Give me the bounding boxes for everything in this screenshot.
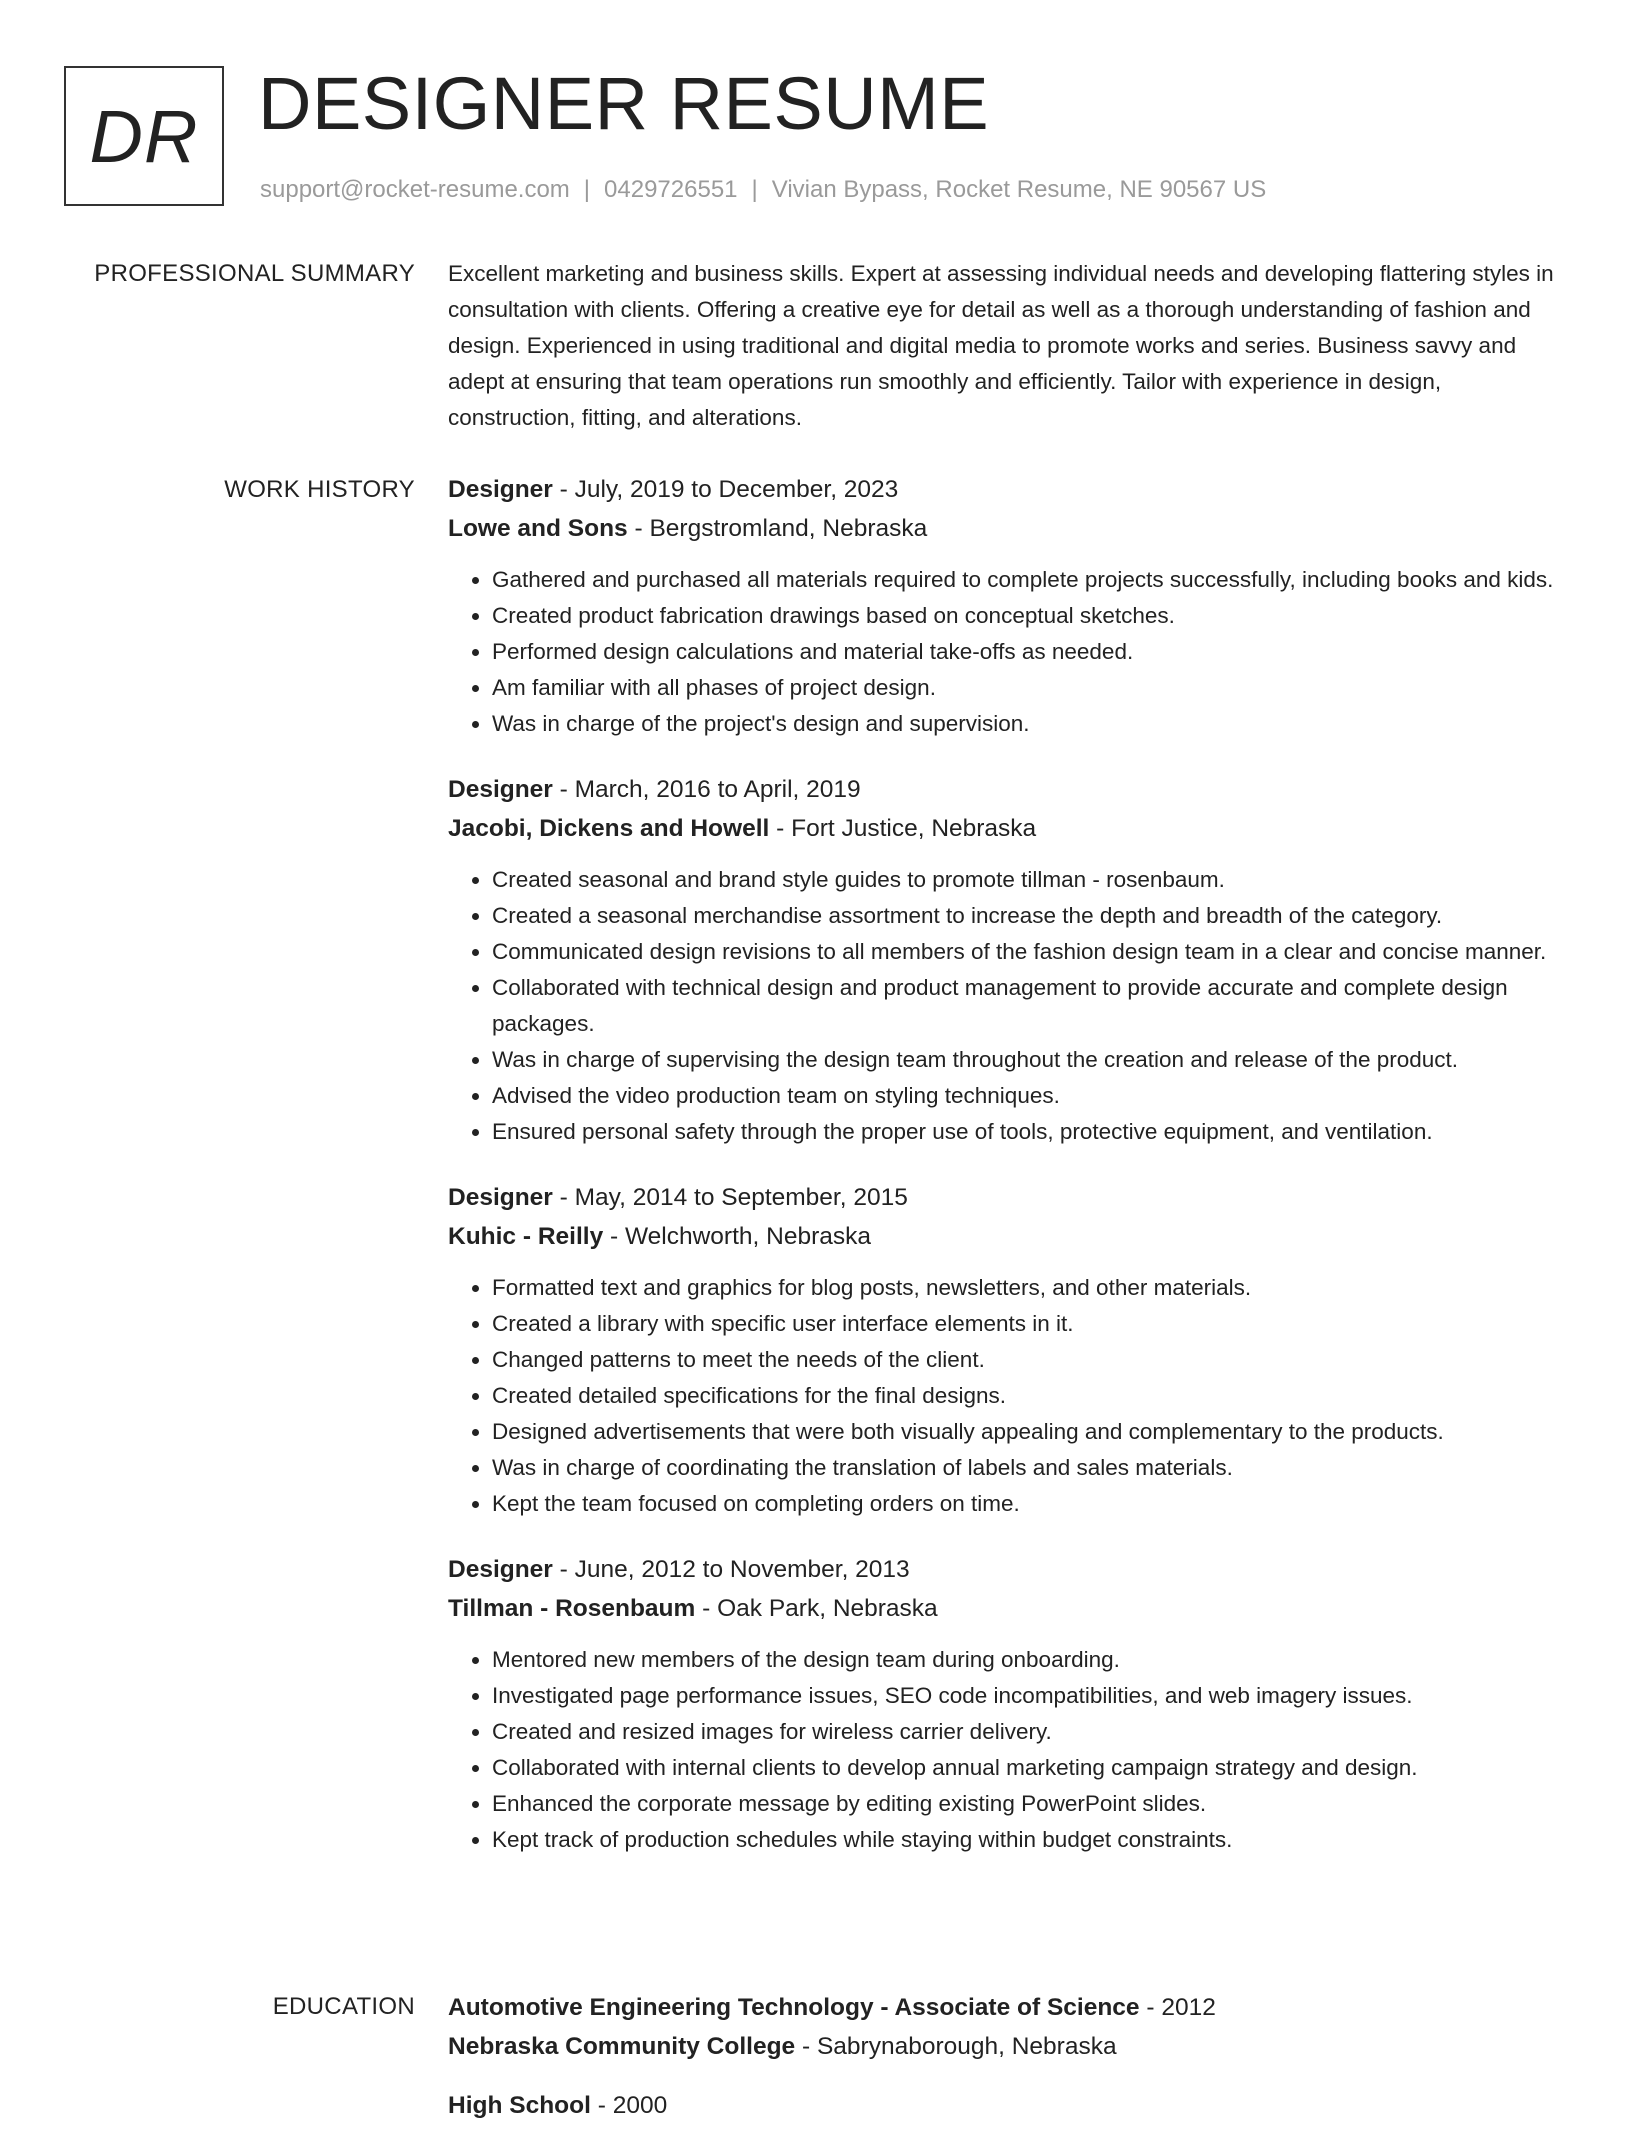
job-bullet: • Was in charge of the project's design and supervision. (492, 706, 1570, 742)
job-bullet: • Created a seasonal merchandise assortment to increase the depth and breadth of the category. (492, 898, 1570, 934)
job-dates: - May, 2014 to September, 2015 (552, 1184, 908, 1211)
job-bullet: • Ensured personal safety through the proper use of tools, protective equipment, and ventilation. (492, 1114, 1570, 1150)
job-company-line (448, 509, 1570, 548)
section-label-education: EDUCATION (272, 1993, 415, 2020)
job-company-line (448, 809, 1570, 848)
monogram-logo: DR (64, 66, 224, 206)
job-entry (448, 770, 1570, 1150)
contact-email: support@rocket-resume.com (260, 176, 570, 203)
work-history-section (448, 470, 1570, 1872)
education-degree: High School (448, 2092, 591, 2119)
education-entry (448, 1988, 1570, 2066)
summary-text: Excellent marketing and business skills. Expert at assessing individual needs and developing flattering styles in consultation with clients. Offering a creative eye for detail as well as a thorough understanding of fashion and design. Experienced in using traditional and digital media to promote works and series. Business savvy and adept at ensuring that team operations run smoothly and efficiently. Tailor with experience in design, construction, fitting, and alterations. (448, 261, 1554, 430)
education-entry (448, 2086, 1570, 2125)
summary-section (448, 256, 1570, 436)
job-bullet: • Created a library with specific user interface elements in it. (492, 1306, 1570, 1342)
education-year: - 2012 (1139, 1994, 1216, 2021)
education-degree: Automotive Engineering Technology - Associate of Science (448, 1994, 1140, 2021)
education-degree-line (448, 2086, 1570, 2125)
contact-separator: | (583, 176, 591, 203)
job-bullet: • Mentored new members of the design team during onboarding. (492, 1642, 1570, 1678)
job-company-line (448, 1589, 1570, 1628)
job-title: Designer (448, 776, 553, 803)
job-bullet: • Was in charge of coordinating the translation of labels and sales materials. (492, 1450, 1570, 1486)
section-label-summary: PROFESSIONAL SUMMARY (94, 260, 415, 287)
job-bullet: • Changed patterns to meet the needs of the client. (492, 1342, 1570, 1378)
education-degree-line (448, 1988, 1570, 2027)
job-title-line (448, 770, 1570, 809)
job-entry (448, 1178, 1570, 1522)
job-company: Jacobi, Dickens and Howell (448, 815, 770, 842)
job-title: Designer (448, 476, 553, 503)
job-bullets (448, 1270, 1570, 1522)
job-bullet: • Collaborated with technical design and product management to provide accurate and complete design packages. (492, 970, 1570, 1042)
job-company: Lowe and Sons (448, 515, 628, 542)
job-bullet: • Created detailed specifications for the final designs. (492, 1378, 1570, 1414)
job-bullet: • Created seasonal and brand style guides to promote tillman - rosenbaum. (492, 862, 1570, 898)
job-dates: - July, 2019 to December, 2023 (552, 476, 899, 503)
job-title: Designer (448, 1556, 553, 1583)
job-bullet: • Created and resized images for wireless carrier delivery. (492, 1714, 1570, 1750)
job-bullets (448, 562, 1570, 742)
job-entry (448, 1550, 1570, 1858)
job-title-line (448, 1550, 1570, 1589)
job-bullet: • Formatted text and graphics for blog posts, newsletters, and other materials. (492, 1270, 1570, 1306)
education-year: - 2000 (590, 2092, 668, 2119)
job-bullet: • Enhanced the corporate message by editing existing PowerPoint slides. (492, 1786, 1570, 1822)
job-title-line (448, 470, 1570, 509)
job-bullet: • Was in charge of supervising the design team throughout the creation and release of the product. (492, 1042, 1570, 1078)
job-bullet: • Performed design calculations and material take-offs as needed. (492, 634, 1570, 670)
job-bullets (448, 1642, 1570, 1858)
contact-address: Vivian Bypass, Rocket Resume, NE 90567 US (771, 176, 1267, 203)
job-bullet: • Designed advertisements that were both visually appealing and complementary to the products. (492, 1414, 1570, 1450)
job-location: - Bergstromland, Nebraska (627, 515, 928, 542)
job-bullet: • Collaborated with internal clients to develop annual marketing campaign strategy and design. (492, 1750, 1570, 1786)
job-entry (448, 470, 1570, 742)
job-company-line (448, 1217, 1570, 1256)
job-bullet: • Kept the team focused on completing orders on time. (492, 1486, 1570, 1522)
job-bullet: • Investigated page performance issues, SEO code incompatibilities, and web imagery issues. (492, 1678, 1570, 1714)
job-title: Designer (448, 1184, 553, 1211)
job-dates: - June, 2012 to November, 2013 (552, 1556, 910, 1583)
job-location: - Oak Park, Nebraska (695, 1595, 938, 1622)
contact-line (260, 174, 1266, 206)
job-bullet: • Kept track of production schedules while staying within budget constraints. (492, 1822, 1570, 1858)
job-location: - Welchworth, Nebraska (603, 1223, 871, 1250)
job-bullet: • Am familiar with all phases of project design. (492, 670, 1570, 706)
section-label-work-history: WORK HISTORY (224, 476, 415, 503)
contact-phone: 0429726551 (604, 176, 738, 203)
job-bullet: • Communicated design revisions to all members of the fashion design team in a clear and concise manner. (492, 934, 1570, 970)
education-location: - Sabrynaborough, Nebraska (795, 2033, 1117, 2060)
job-company: Tillman - Rosenbaum (448, 1595, 696, 1622)
contact-separator: | (751, 176, 758, 203)
job-bullet: • Gathered and purchased all materials required to complete projects successfully, including books and kids. (492, 562, 1570, 598)
job-location: - Fort Justice, Nebraska (769, 815, 1037, 842)
job-bullets (448, 862, 1570, 1150)
education-section (448, 1988, 1570, 2145)
resume-name: DESIGNER RESUME (258, 62, 990, 145)
job-dates: - March, 2016 to April, 2019 (552, 776, 861, 803)
job-bullet: • Advised the video production team on styling techniques. (492, 1078, 1570, 1114)
job-title-line (448, 1178, 1570, 1217)
education-school: Nebraska Community College (448, 2033, 796, 2060)
job-company: Kuhic - Reilly (448, 1223, 604, 1250)
education-school-line (448, 2027, 1570, 2066)
job-bullet: • Created product fabrication drawings based on conceptual sketches. (492, 598, 1570, 634)
